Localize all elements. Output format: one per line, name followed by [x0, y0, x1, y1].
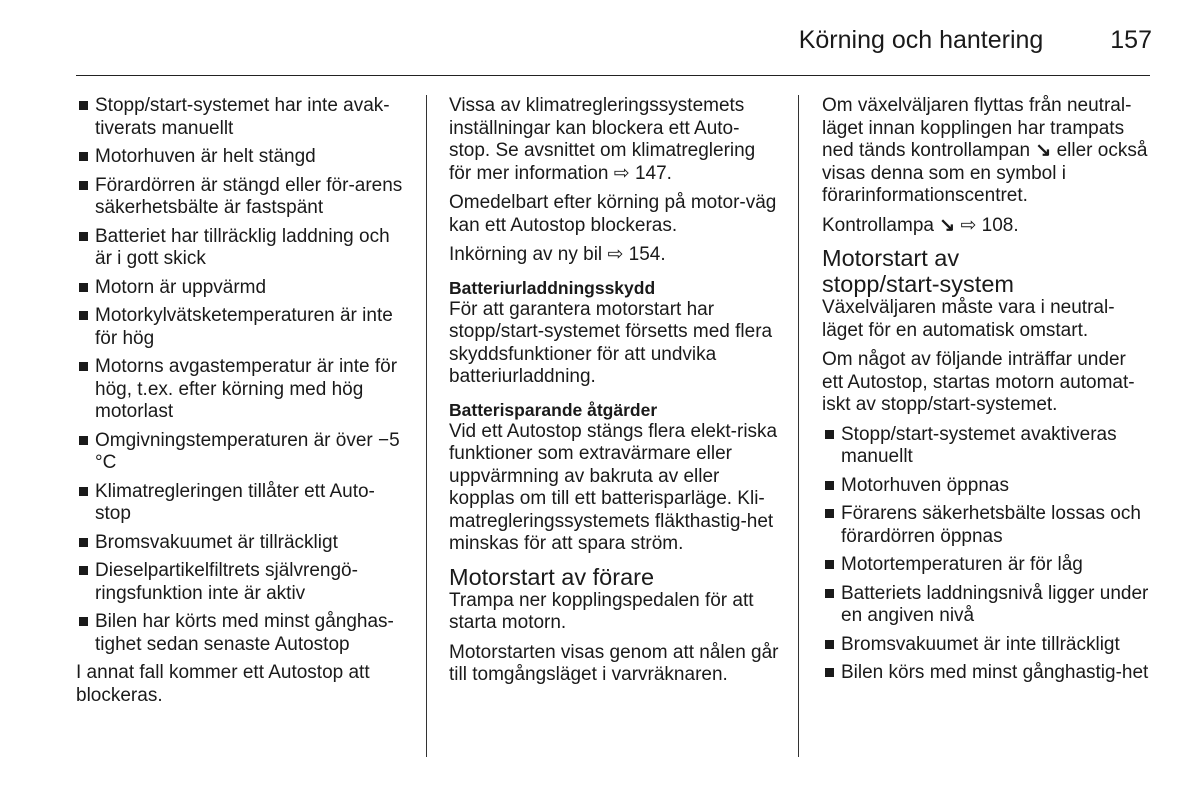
autostop-lamp-icon: ↘ — [1035, 140, 1052, 161]
bullet-square-icon — [79, 362, 88, 371]
page-reference-arrow-icon: ⇨ — [613, 162, 630, 184]
column-3 — [822, 95, 1152, 691]
list-item: Motorns avgastemperatur är inte för hög, t.ex. efter körning med hög motorlast — [76, 356, 408, 424]
list-item: Batteriets laddningsnivå ligger under en angiven nivå — [822, 583, 1152, 628]
bullet-square-icon — [825, 640, 834, 649]
list-item: Stopp/start-systemet avaktiveras manuellt — [822, 424, 1152, 469]
bullet-square-icon — [79, 436, 88, 445]
list-item: Bilen körs med minst gånghastig-het — [822, 662, 1152, 685]
column-divider-2 — [798, 95, 799, 757]
paragraph: Om något av följande inträffar under ett Autostop, startas motorn automat-iskt av stopp/start-systemet. — [822, 349, 1135, 415]
paragraph: Omedelbart efter körning på motor-väg kan ett Autostop blockeras. — [449, 192, 777, 236]
list-item: Klimatregleringen tillåter ett Auto-stop — [76, 481, 408, 526]
bullet-square-icon — [79, 152, 88, 161]
paragraph: Om växelväljaren flyttas från neutral-läget innan kopplingen har trampats ned tänds kontrollampan ↘ eller också visas denna som en symbol i förarinformationscentret. — [822, 95, 1148, 206]
subheading: Batterisparande åtgärder — [449, 399, 658, 420]
header-rule — [76, 75, 1150, 76]
bullet-square-icon — [79, 232, 88, 241]
column-divider-1 — [426, 95, 427, 757]
bullet-square-icon — [79, 283, 88, 292]
paragraph: Växelväljaren måste vara i neutral-läget för en automatisk omstart. — [822, 297, 1115, 341]
list-item: Bilen har körts med minst gånghas-tighet sedan senaste Autostop — [76, 611, 408, 656]
subheading: Batteriurladdningsskydd — [449, 277, 656, 298]
list-item: Batteriet har tillräcklig laddning och är i gott skick — [76, 226, 408, 271]
list-item: Bromsvakuumet är inte tillräckligt — [822, 634, 1152, 657]
page-reference-arrow-icon: ⇨ — [960, 214, 977, 236]
list-item: Motorn är uppvärmd — [76, 277, 408, 300]
paragraph: Vid ett Autostop stängs flera elekt-riska funktioner som extravärmare eller uppvärmning av bakruta av eller kopplas om till ett batterisparläge. Kli-matregleringssystemets fläkthastig-het minskas för att spara ström. — [449, 420, 778, 554]
column-1 — [76, 95, 408, 714]
bullet-square-icon — [79, 101, 88, 110]
list-item: Motorhuven öppnas — [822, 475, 1152, 498]
bullet-square-icon — [825, 481, 834, 490]
paragraph: Motorstarten visas genom att nålen går till tomgångsläget i varvräknaren. — [449, 641, 779, 685]
bullet-square-icon — [79, 487, 88, 496]
list-item: Dieselpartikelfiltrets självrengö-ringsfunktion inte är aktiv — [76, 560, 408, 605]
bullet-square-icon — [825, 589, 834, 598]
column-2 — [449, 95, 779, 694]
bullet-square-icon — [79, 181, 88, 190]
bullet-square-icon — [825, 430, 834, 439]
autostop-lamp-icon: ↘ — [939, 214, 956, 236]
list-item: Bromsvakuumet är tillräckligt — [76, 532, 408, 555]
paragraph: Kontrollampa ↘ ⇨ 108. — [822, 214, 1019, 236]
bullet-square-icon — [79, 617, 88, 626]
paragraph: För att garantera motorstart har stopp/start-systemet försetts med flera skyddsfunktioner för att undvika batteriurladdning. — [449, 298, 773, 387]
bullet-square-icon — [825, 509, 834, 518]
section-heading: Motorstart av förare — [449, 563, 655, 590]
bullet-square-icon — [79, 566, 88, 575]
paragraph: Vissa av klimatregleringssystemets inställningar kan blockera ett Auto-stop. Se avsnittet om klimatreglering för mer information ⇨ 147. — [449, 95, 756, 184]
closing-paragraph: I annat fall kommer ett Autostop att blockeras. — [76, 662, 370, 706]
paragraph: Trampa ner kopplingspedalen för att starta motorn. — [449, 589, 754, 633]
list-item: Motortemperaturen är för låg — [822, 554, 1152, 577]
list-item: Stopp/start-systemet har inte avak-tiverats manuellt — [76, 95, 408, 140]
bullet-square-icon — [825, 560, 834, 569]
page-header — [76, 24, 1152, 56]
section-title: Körning och hantering — [798, 26, 1044, 54]
conditions-list — [76, 95, 408, 656]
list-item: Motorhuven är helt stängd — [76, 146, 408, 169]
list-item: Motorkylvätsketemperaturen är inte för hög — [76, 305, 408, 350]
section-heading: Motorstart av stopp/start-system — [822, 245, 1014, 297]
bullet-square-icon — [79, 311, 88, 320]
list-item: Omgivningstemperaturen är över −5 °C — [76, 430, 408, 475]
bullet-square-icon — [79, 538, 88, 547]
list-item: Förardörren är stängd eller för-arens säkerhetsbälte är fastspänt — [76, 175, 408, 220]
page-number: 157 — [1110, 26, 1152, 54]
page-reference-arrow-icon: ⇨ — [607, 244, 624, 265]
bullet-square-icon — [825, 668, 834, 677]
list-item: Förarens säkerhetsbälte lossas och förardörren öppnas — [822, 503, 1152, 548]
paragraph: Inkörning av ny bil ⇨ 154. — [449, 244, 666, 265]
restart-conditions-list — [822, 424, 1152, 685]
